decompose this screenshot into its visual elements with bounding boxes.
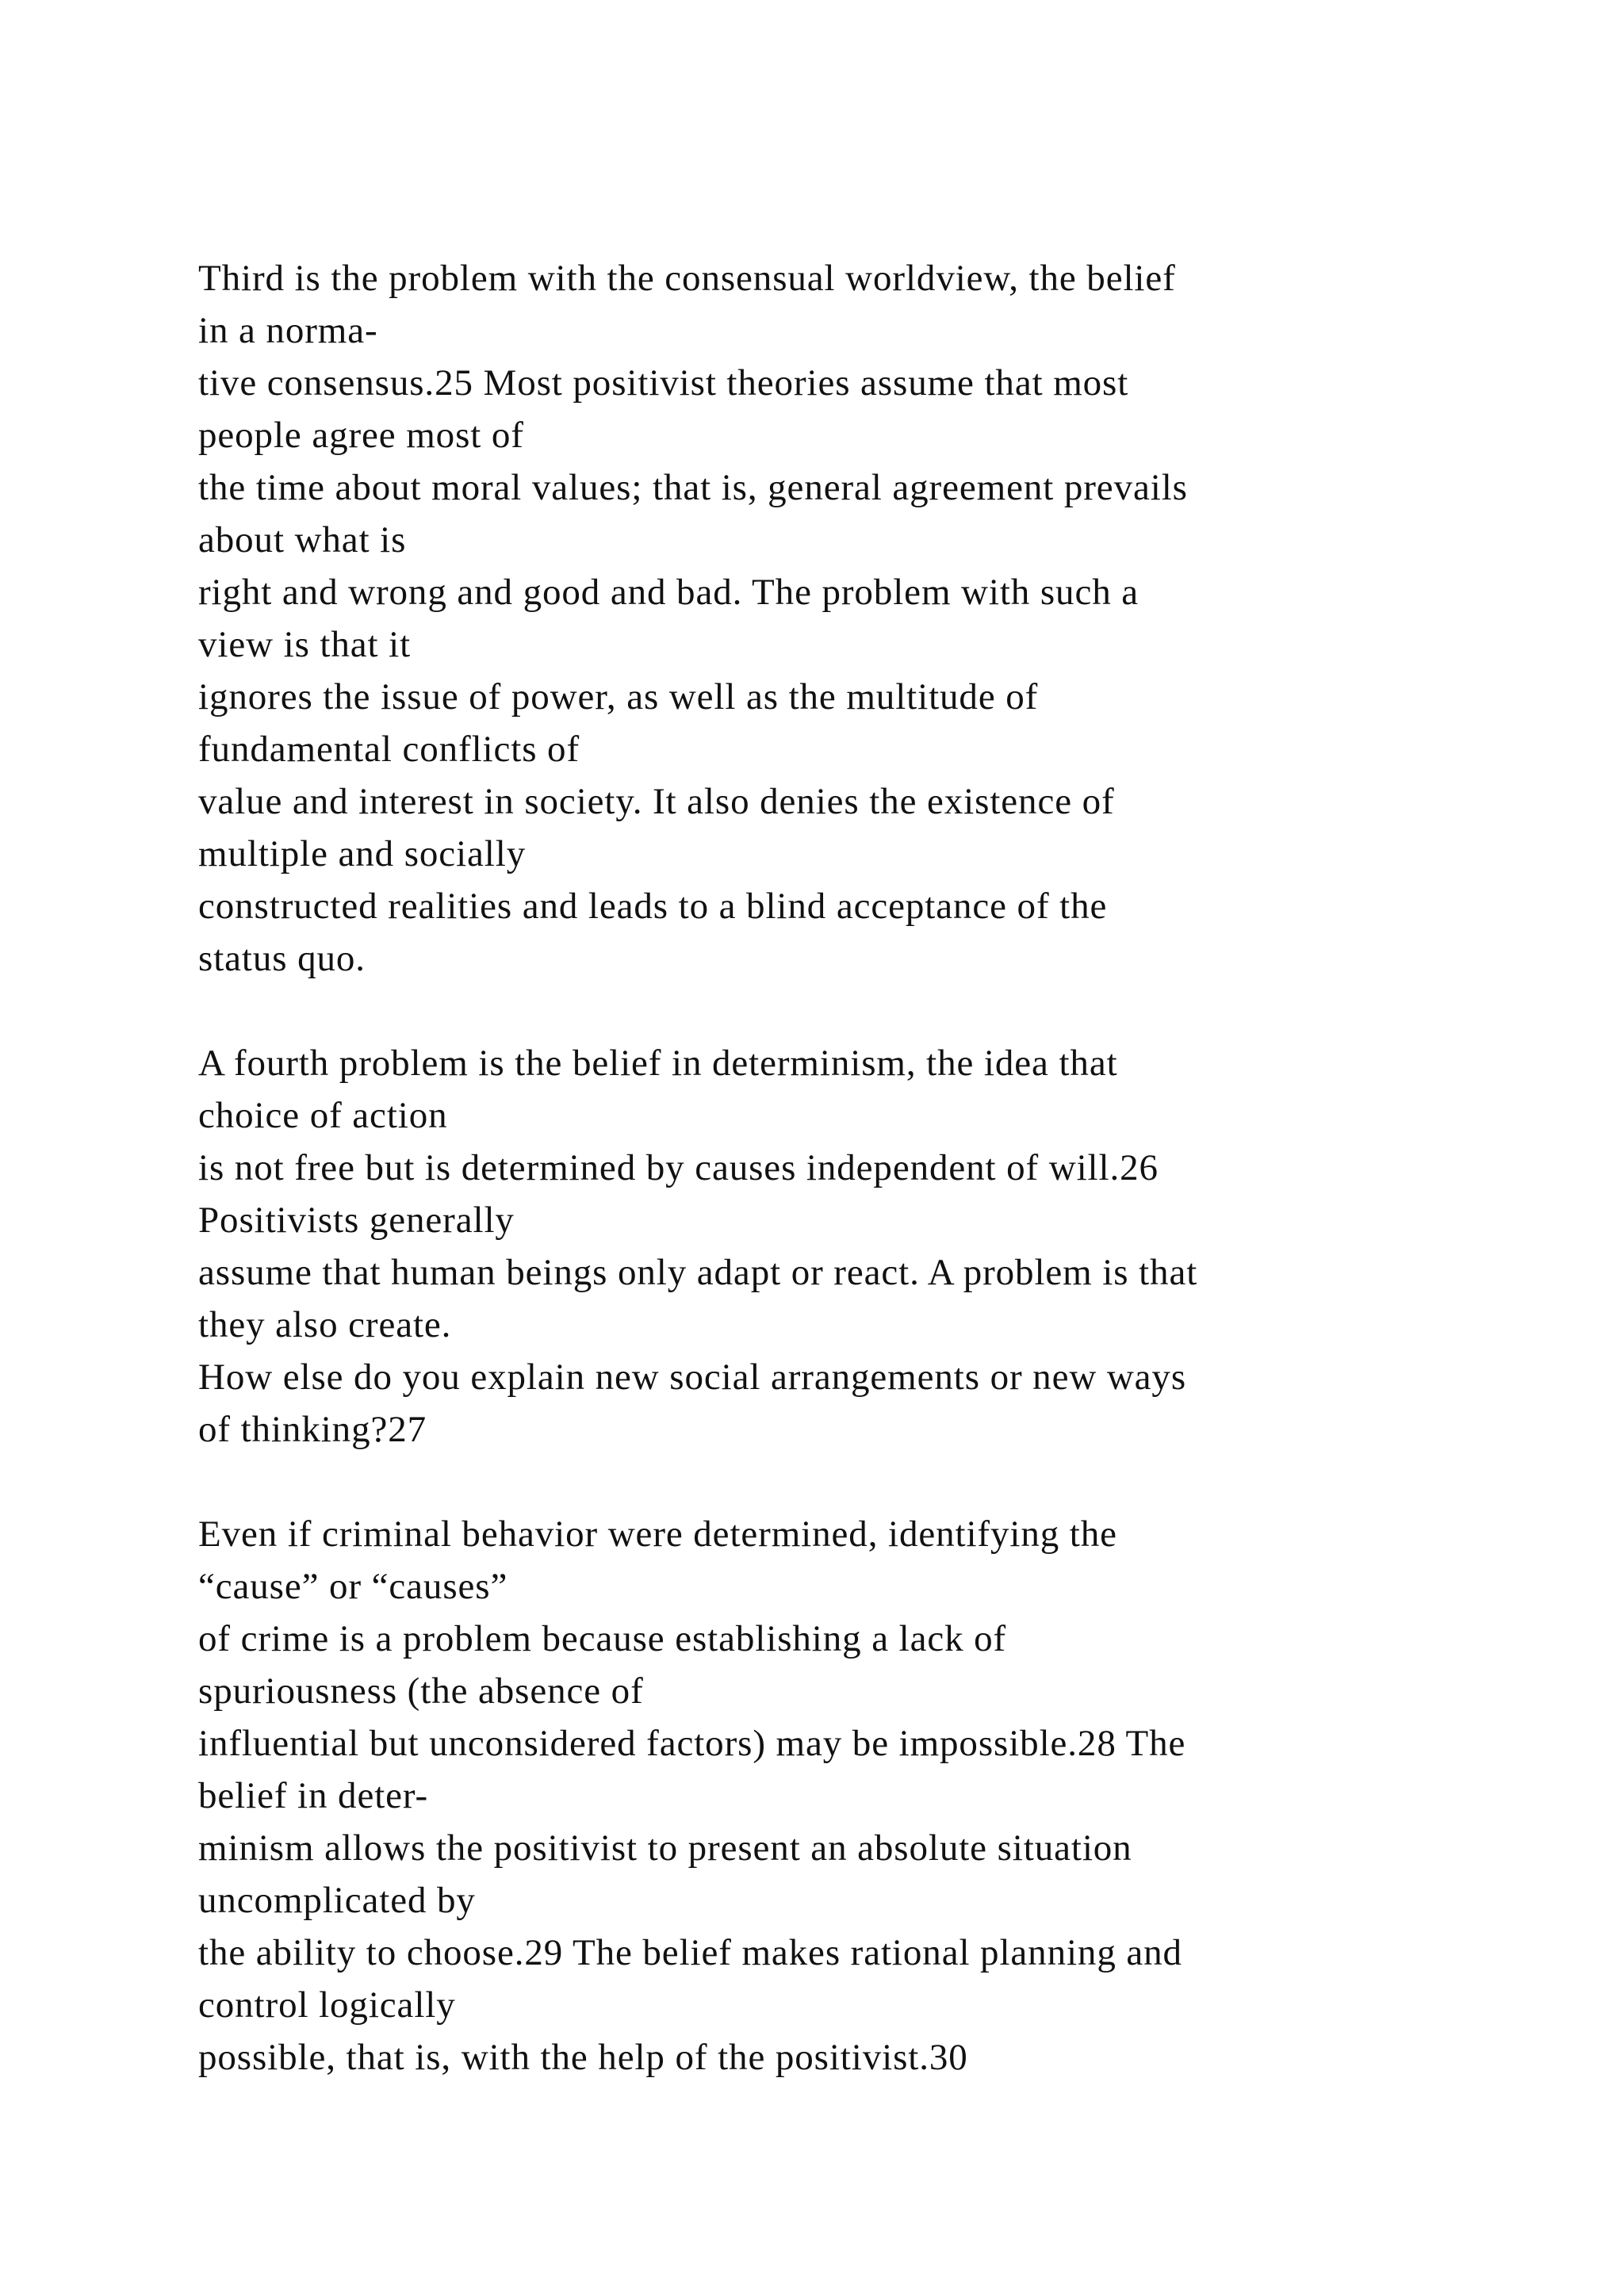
text-line: they also create. <box>198 1304 452 1345</box>
text-line: constructed realities and leads to a blind acceptance of the <box>198 886 1108 927</box>
text-line: assume that human beings only adapt or react. A problem is that <box>198 1252 1198 1293</box>
text-line: tive consensus.25 Most positivist theories assume that most <box>198 362 1129 404</box>
paragraph-consensual-worldview <box>198 252 1546 985</box>
text-line: uncomplicated by <box>198 1880 476 1921</box>
text-line: Third is the problem with the consensual worldview, the belief <box>198 258 1176 299</box>
text-line: choice of action <box>198 1095 448 1136</box>
text-line: control logically <box>198 1984 456 2026</box>
paragraph-criminal-behavior <box>198 1508 1546 2084</box>
text-line: minism allows the positivist to present an absolute situation <box>198 1827 1132 1869</box>
document-body <box>198 252 1546 2084</box>
text-line: of crime is a problem because establishing a lack of <box>198 1618 1007 1659</box>
text-line: about what is <box>198 519 407 561</box>
text-line: ignores the issue of power, as well as the multitude of <box>198 676 1039 718</box>
text-line: the time about moral values; that is, general agreement prevails <box>198 467 1188 508</box>
text-line: is not free but is determined by causes independent of will.26 <box>198 1147 1159 1188</box>
text-line: How else do you explain new social arrangements or new ways <box>198 1357 1187 1398</box>
text-line: possible, that is, with the help of the positivist.30 <box>198 2037 968 2078</box>
text-line: right and wrong and good and bad. The problem with such a <box>198 572 1139 613</box>
text-line: the ability to choose.29 The belief makes rational planning and <box>198 1932 1182 1973</box>
text-line: in a norma- <box>198 310 378 351</box>
paragraph-spacer <box>198 1456 1546 1508</box>
text-line: fundamental conflicts of <box>198 729 580 770</box>
text-line: of thinking?27 <box>198 1409 427 1450</box>
text-line: multiple and socially <box>198 833 527 874</box>
text-line: “cause” or “causes” <box>198 1566 508 1607</box>
text-line: belief in deter- <box>198 1775 429 1816</box>
text-line: people agree most of <box>198 415 524 456</box>
text-line: A fourth problem is the belief in determinism, the idea that <box>198 1043 1118 1084</box>
text-line: influential but unconsidered factors) may be impossible.28 The <box>198 1723 1186 1764</box>
text-line: Even if criminal behavior were determined, identifying the <box>198 1513 1117 1555</box>
text-line: Positivists generally <box>198 1200 515 1241</box>
text-line: spuriousness (the absence of <box>198 1670 644 1712</box>
text-line: status quo. <box>198 938 366 979</box>
text-line: value and interest in society. It also denies the existence of <box>198 781 1115 822</box>
text-line: view is that it <box>198 624 412 665</box>
paragraph-determinism <box>198 1037 1546 1456</box>
paragraph-spacer <box>198 985 1546 1037</box>
